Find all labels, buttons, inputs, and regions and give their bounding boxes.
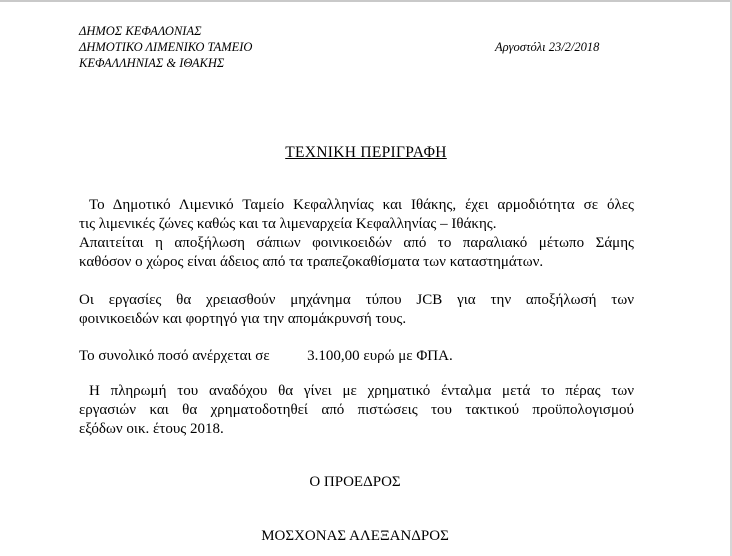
- signature-name: ΜΟΣΧΟΝΑΣ ΑΛΕΞΑΝΔΡΟΣ: [261, 528, 449, 544]
- paragraph-amount: [79, 347, 634, 366]
- paragraph-line: εξόδων οικ. έτους 2018.: [79, 421, 224, 437]
- page-top-border: [0, 0, 732, 2]
- document-title: ΤΕΧΝΙΚΗ ΠΕΡΙΓΡΑΦΗ: [285, 144, 447, 161]
- paragraph-line: Η πληρωμή του αναδόχου θα γίνει με χρηματικό ένταλμα μετά το πέρας των: [89, 383, 634, 399]
- letterhead: [79, 23, 252, 71]
- paragraph-line: τις λιμενικές ζώνες καθώς και τα λιμεναρχεία Κεφαλληνίας – Ιθάκης.: [79, 216, 497, 232]
- signature-role: Ο ΠΡΟΕΔΡΟΣ: [309, 474, 401, 490]
- paragraph-line: φοινικοειδών και φορτηγό για την απομάκρυνσή τους.: [79, 311, 407, 327]
- paragraph-line: Απαιτείται η αποξήλωση σάπιων φοινικοειδών από το παραλιακό μέτωπο Σάμης: [79, 235, 634, 251]
- paragraph-works: [79, 291, 634, 329]
- amount-label: Το συνολικό ποσό ανέρχεται σε: [79, 348, 270, 364]
- paragraph-line: καθόσον ο χώρος είναι άδειος από τα τραπεζοκαθίσματα των καταστημάτων.: [79, 254, 544, 270]
- paragraph-line: Το Δημοτικό Λιμενικό Ταμείο Κεφαλληνίας και Ιθάκης, έχει αρμοδιότητα σε όλες: [89, 197, 634, 213]
- amount-value: 3.100,00 ευρώ με ΦΠΑ.: [307, 348, 453, 364]
- letterhead-line-2: ΔΗΜΟΤΙΚΟ ΛΙΜΕΝΙΚΟ ΤΑΜΕΙΟ: [79, 40, 253, 54]
- paragraph-line: εργασιών και θα χρηματοδοτηθεί από πιστώσεις του τακτικού προϋπολογισμού: [79, 402, 634, 418]
- letterhead-line-3: ΚΕΦΑΛΛΗΝΙΑΣ & ΙΘΑΚΗΣ: [79, 56, 225, 70]
- place-date: Αργοστόλι 23/2/2018: [495, 40, 600, 54]
- paragraph-payment: [79, 382, 634, 439]
- letterhead-line-1: ΔΗΜΟΣ ΚΕΦΑΛΟΝΙΑΣ: [79, 24, 202, 38]
- paragraph-line: Οι εργασίες θα χρειασθούν μηχάνημα τύπου JCB για την αποξήλωσή των: [79, 292, 634, 308]
- paragraph-authority: [79, 196, 634, 272]
